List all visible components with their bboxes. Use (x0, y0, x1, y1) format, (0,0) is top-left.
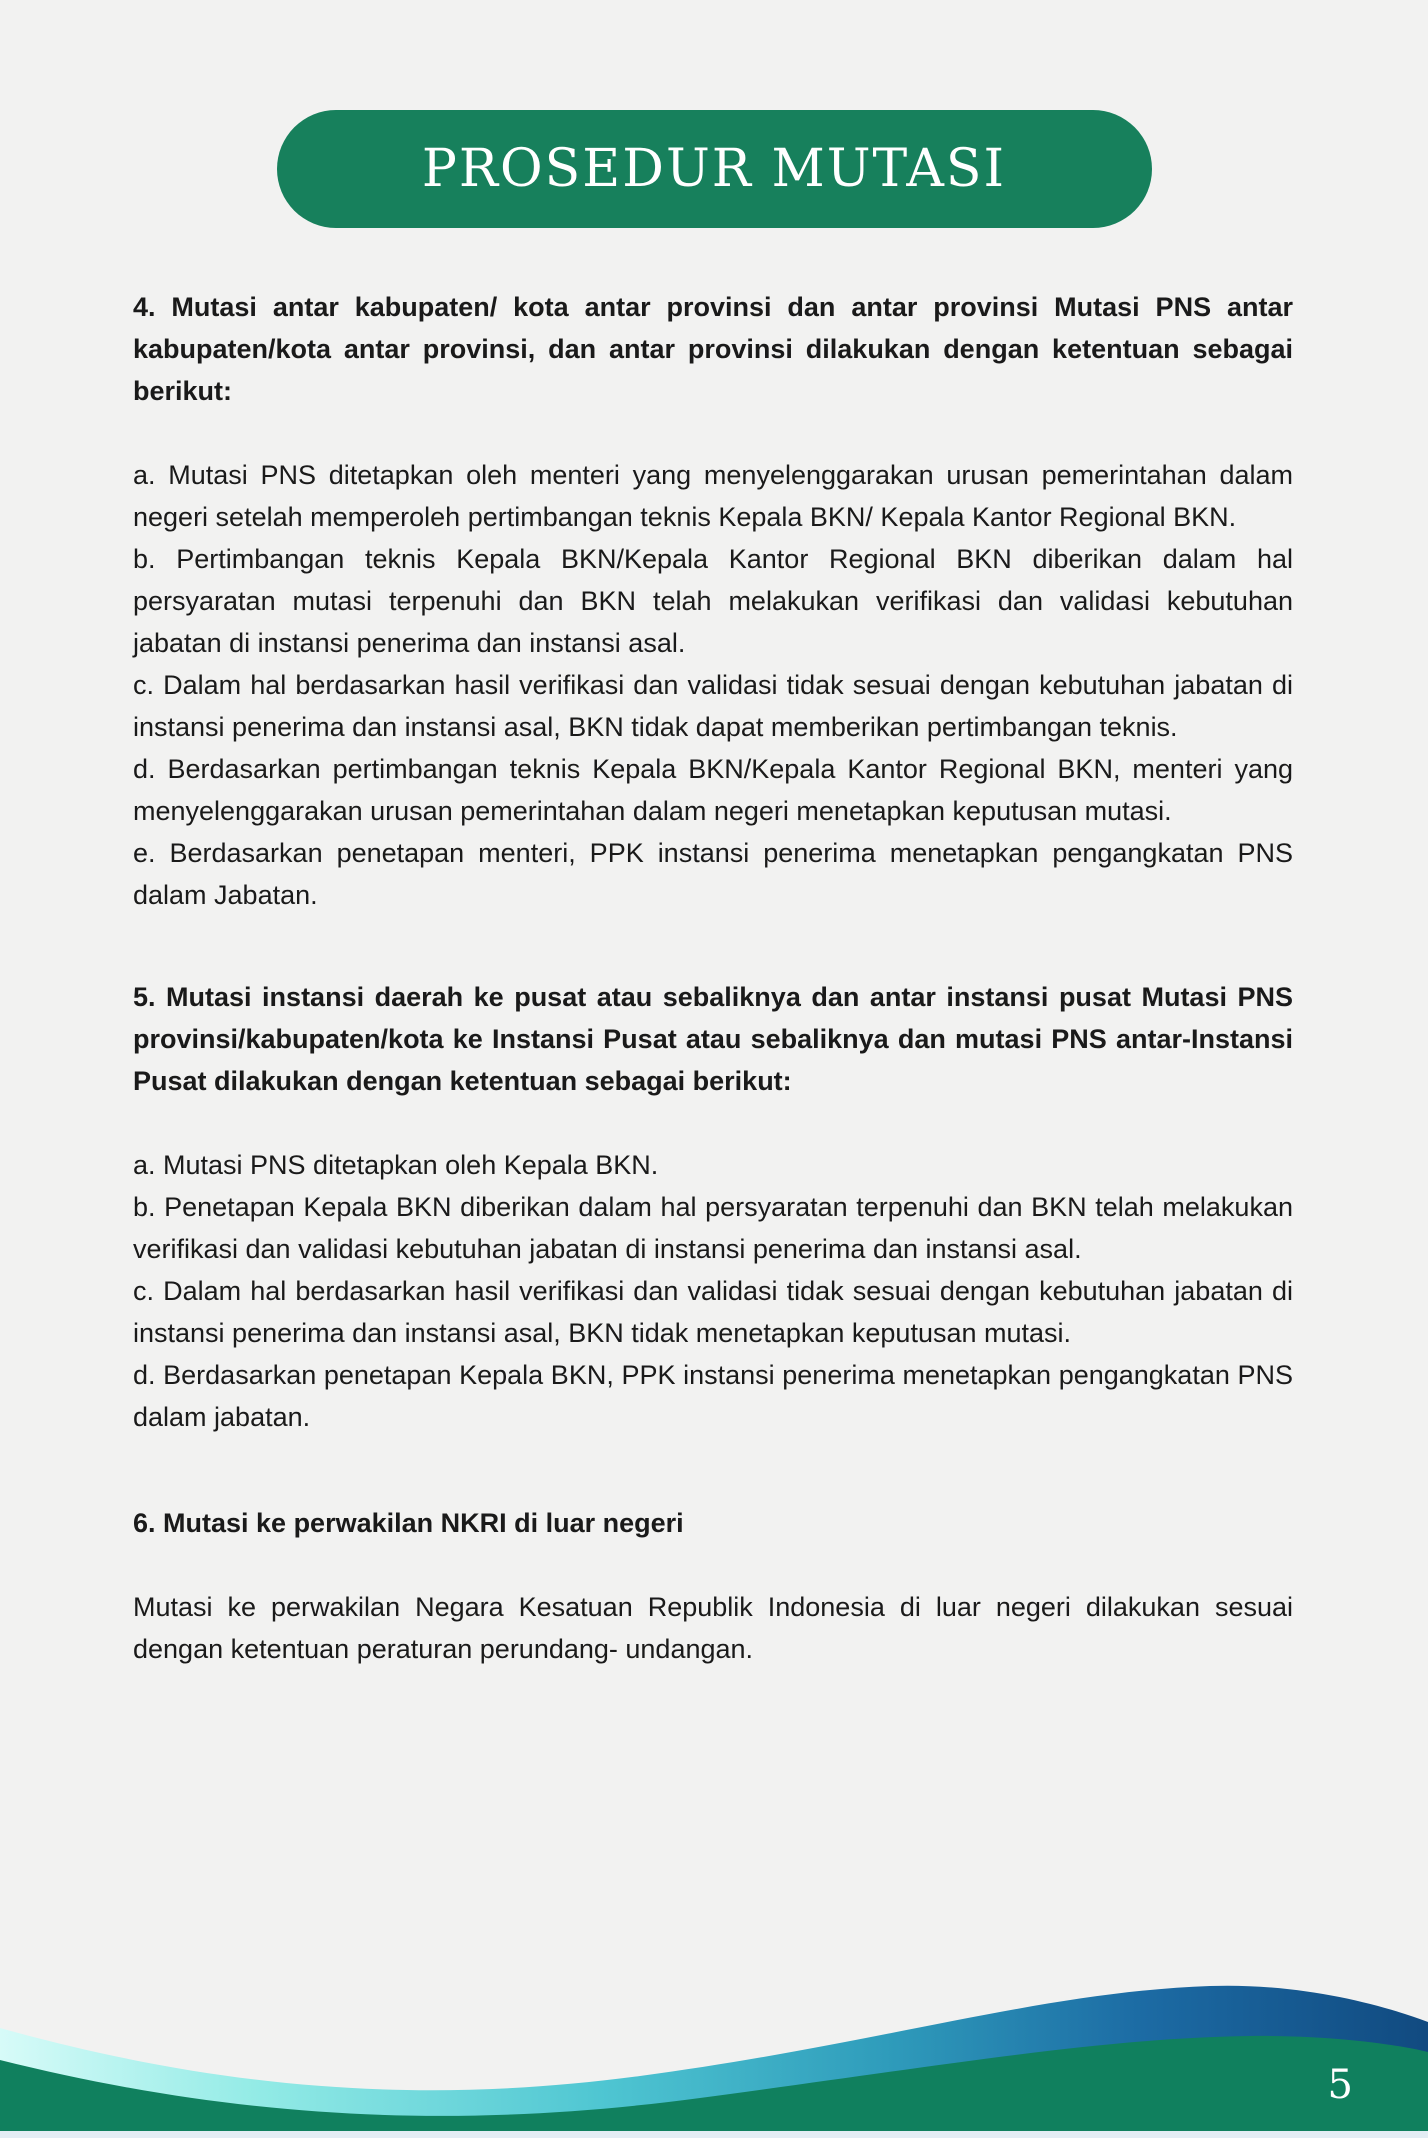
list-item: a. Mutasi PNS ditetapkan oleh menteri yang menyelenggarakan urusan pemerintahan dalam negeri setelah memperoleh pertimbangan teknis Kepala BKN/ Kepala Kantor Regional BKN. (133, 460, 1293, 532)
list-item: c. Dalam hal berdasarkan hasil verifikasi dan validasi tidak sesuai dengan kebutuhan jabatan di instansi penerima dan instansi asal, BKN tidak menetapkan keputusan mutasi. (133, 1276, 1293, 1348)
section-5-items (133, 1144, 1293, 1438)
section-6-paragraph: Mutasi ke perwakilan Negara Kesatuan Republik Indonesia di luar negeri dilakukan sesuai dengan ketentuan peraturan perundang- undangan. (133, 1592, 1293, 1664)
list-item: e. Berdasarkan penetapan menteri, PPK instansi penerima menetapkan pengangkatan PNS dalam Jabatan. (133, 838, 1293, 910)
page-footer (0, 1930, 1428, 2138)
list-item: a. Mutasi PNS ditetapkan oleh Kepala BKN. (133, 1150, 659, 1180)
page-title: PROSEDUR MUTASI (421, 139, 1007, 199)
list-item: d. Berdasarkan penetapan Kepala BKN, PPK instansi penerima menetapkan pengangkatan PNS dalam jabatan. (133, 1360, 1293, 1432)
list-item: b. Pertimbangan teknis Kepala BKN/Kepala Kantor Regional BKN diberikan dalam hal persyaratan mutasi terpenuhi dan BKN telah melakukan verifikasi dan validasi kebutuhan jabatan di instansi penerima dan instansi asal. (133, 544, 1293, 658)
list-item: d. Berdasarkan pertimbangan teknis Kepala BKN/Kepala Kantor Regional BKN, menteri yang menyelenggarakan urusan pemerintahan dalam negeri menetapkan keputusan mutasi. (133, 754, 1293, 826)
page-number: 5 (1327, 2062, 1353, 2108)
page-banner (277, 110, 1152, 228)
list-item: b. Penetapan Kepala BKN diberikan dalam hal persyaratan terpenuhi dan BKN telah melakukan verifikasi dan validasi kebutuhan jabatan di instansi penerima dan instansi asal. (133, 1192, 1293, 1264)
document-page (0, 110, 1428, 2138)
list-item: c. Dalam hal berdasarkan hasil verifikasi dan validasi tidak sesuai dengan kebutuhan jabatan di instansi penerima dan instansi asal, BKN tidak dapat memberikan pertimbangan teknis. (133, 670, 1293, 742)
section-4-items (133, 454, 1293, 916)
section-6-heading: 6. Mutasi ke perwakilan NKRI di luar negeri (133, 1508, 684, 1538)
section-4-heading: 4. Mutasi antar kabupaten/ kota antar provinsi dan antar provinsi Mutasi PNS antar kabupaten/kota antar provinsi, dan antar provinsi dilakukan dengan ketentuan sebagai berikut: (133, 292, 1293, 406)
section-5-heading: 5. Mutasi instansi daerah ke pusat atau sebaliknya dan antar instansi pusat Mutasi PNS provinsi/kabupaten/kota ke Instansi Pusat atau sebaliknya dan mutasi PNS antar-Instansi Pusat dilakukan dengan ketentuan sebagai berikut: (133, 982, 1293, 1096)
footer-wave-graphic (0, 1930, 1428, 2138)
document-body (133, 286, 1293, 1670)
